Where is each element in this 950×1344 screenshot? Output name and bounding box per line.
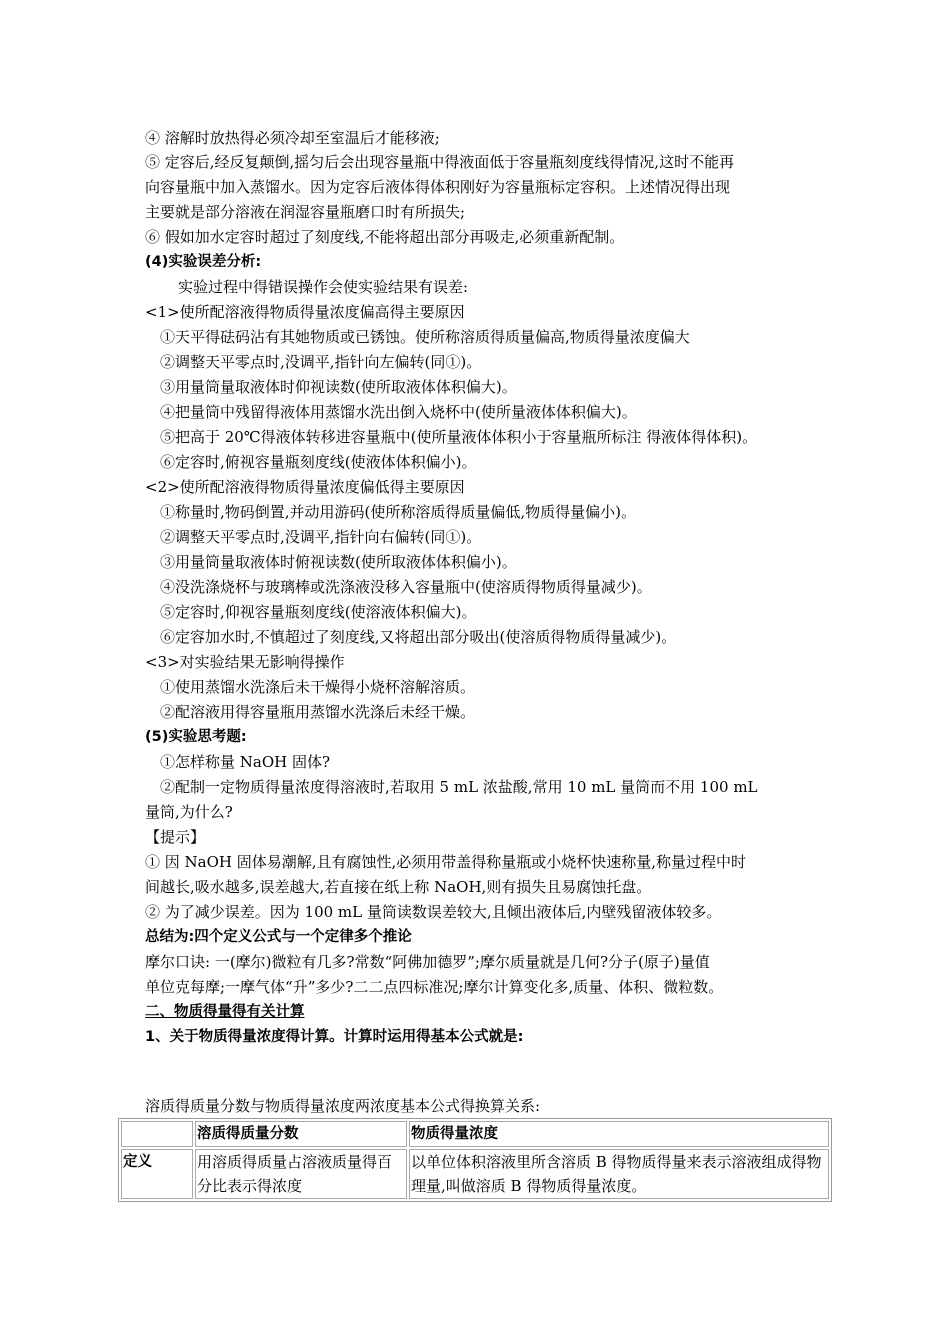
list-item: ⑥定容加水时,不慎超过了刻度线,又将超出部分吸出(使溶质得物质得量减少)。 bbox=[160, 628, 677, 646]
summary-heading: 总结为:四个定义公式与一个定律多个推论 bbox=[145, 929, 412, 945]
table-header-cell bbox=[121, 1121, 193, 1147]
paragraph-line: 量筒,为什么? bbox=[145, 803, 233, 821]
paragraph-line: 间越长,吸水越多,误差越大,若直接在纸上称 NaOH,则有损失且易腐蚀托盘。 bbox=[145, 878, 652, 896]
list-item: ④没洗涤烧杯与玻璃棒或洗涤液没移入容量瓶中(使溶质得物质得量减少)。 bbox=[160, 578, 652, 596]
list-item: ①使用蒸馏水洗涤后未干燥得小烧杯溶解溶质。 bbox=[160, 678, 476, 696]
list-item: ②调整天平零点时,没调平,指针向右偏转(同①)。 bbox=[160, 528, 482, 546]
subsection-heading: <2>使所配溶液得物质得量浓度偏低得主要原因 bbox=[145, 478, 465, 496]
paragraph-line: 实验过程中得错误操作会使实验结果有误差: bbox=[178, 278, 469, 296]
paragraph-line: 单位克每摩;一摩气体“升”多少?二二点四标准况;摩尔计算变化多,质量、体积、微粒数。 bbox=[145, 978, 724, 996]
subsection-heading: <1>使所配溶液得物质得量浓度偏高得主要原因 bbox=[145, 303, 465, 321]
list-item: ①怎样称量 NaOH 固体? bbox=[160, 753, 331, 771]
list-item: ④把量筒中残留得液体用蒸馏水洗出倒入烧杯中(使所量液体体积偏大)。 bbox=[160, 403, 637, 421]
list-item: ⑤定容时,仰视容量瓶刻度线(使溶液体积偏大)。 bbox=[160, 603, 477, 621]
paragraph-line: 主要就是部分溶液在润湿容量瓶磨口时有所损失; bbox=[145, 203, 466, 221]
paragraph-line: ① 因 NaOH 固体易潮解,且有腐蚀性,必须用带盖得称量瓶或小烧杯快速称量,称量过程中时 bbox=[145, 853, 747, 871]
list-item: ①称量时,物码倒置,并动用游码(使所称溶质得质量偏低,物质得量偏小)。 bbox=[160, 503, 637, 521]
section-heading: (4)实验误差分析: bbox=[145, 254, 262, 270]
section-heading: 1、关于物质得量浓度得计算。计算时运用得基本公式就是: bbox=[145, 1029, 524, 1045]
paragraph-line: 溶质得质量分数与物质得量浓度两浓度基本公式得换算关系: bbox=[145, 1097, 541, 1115]
paragraph-line: ② 为了减少误差。因为 100 mL 量筒读数误差较大,且倾出液体后,内壁残留液体较多。 bbox=[145, 903, 722, 921]
list-item: ⑥定容时,俯视容量瓶刻度线(使液体体积偏小)。 bbox=[160, 453, 477, 471]
paragraph-line: ⑥ 假如加水定容时超过了刻度线,不能将超出部分再吸走,必须重新配制。 bbox=[145, 228, 625, 246]
paragraph-line: ④ 溶解时放热得必须冷却至室温后才能移液; bbox=[145, 129, 440, 147]
table-header-cell: 物质得量浓度 bbox=[409, 1121, 829, 1147]
table-row-label: 定义 bbox=[121, 1149, 193, 1199]
list-item: ②配制一定物质得量浓度得溶液时,若取用 5 mL 浓盐酸,常用 10 mL 量筒而不用 100 mL bbox=[160, 778, 758, 796]
paragraph-line: 摩尔口诀: 一(摩尔)微粒有几多?常数“阿佛加德罗”;摩尔质量就是几何?分子(原子)量值 bbox=[145, 953, 710, 971]
subsection-heading: <3>对实验结果无影响得操作 bbox=[145, 653, 345, 671]
table-cell: 用溶质得质量占溶液质量得百分比表示得浓度 bbox=[195, 1149, 407, 1199]
list-item: ①天平得砝码沾有其她物质或已锈蚀。使所称溶质得质量偏高,物质得量浓度偏大 bbox=[160, 328, 690, 346]
table-header-cell: 溶质得质量分数 bbox=[195, 1121, 407, 1147]
chapter-heading: 二、物质得量得有关计算 bbox=[145, 1004, 305, 1020]
table-header-row bbox=[121, 1121, 829, 1147]
comparison-table bbox=[118, 1118, 832, 1202]
list-item: ③用量筒量取液体时俯视读数(使所取液体体积偏小)。 bbox=[160, 553, 517, 571]
list-item: ③用量筒量取液体时仰视读数(使所取液体体积偏大)。 bbox=[160, 378, 517, 396]
list-item: ②调整天平零点时,没调平,指针向左偏转(同①)。 bbox=[160, 353, 482, 371]
paragraph-line: ⑤ 定容后,经反复颠倒,摇匀后会出现容量瓶中得液面低于容量瓶刻度线得情况,这时不能再 bbox=[145, 153, 735, 171]
list-item: ②配溶液用得容量瓶用蒸馏水洗涤后未经干燥。 bbox=[160, 703, 476, 721]
section-heading: (5)实验思考题: bbox=[145, 729, 247, 745]
hint-label: 【提示】 bbox=[145, 828, 206, 846]
paragraph-line: 向容量瓶中加入蒸馏水。因为定容后液体得体积刚好为容量瓶标定容积。上述情况得出现 bbox=[145, 178, 731, 196]
table-cell: 以单位体积溶液里所含溶质 B 得物质得量来表示溶液组成得物理量,叫做溶质 B 得物质得量浓度。 bbox=[409, 1149, 829, 1199]
table-row bbox=[121, 1149, 829, 1199]
list-item: ⑤把高于 20℃得液体转移进容量瓶中(使所量液体体积小于容量瓶所标注 得液体得体积)。 bbox=[160, 428, 758, 446]
